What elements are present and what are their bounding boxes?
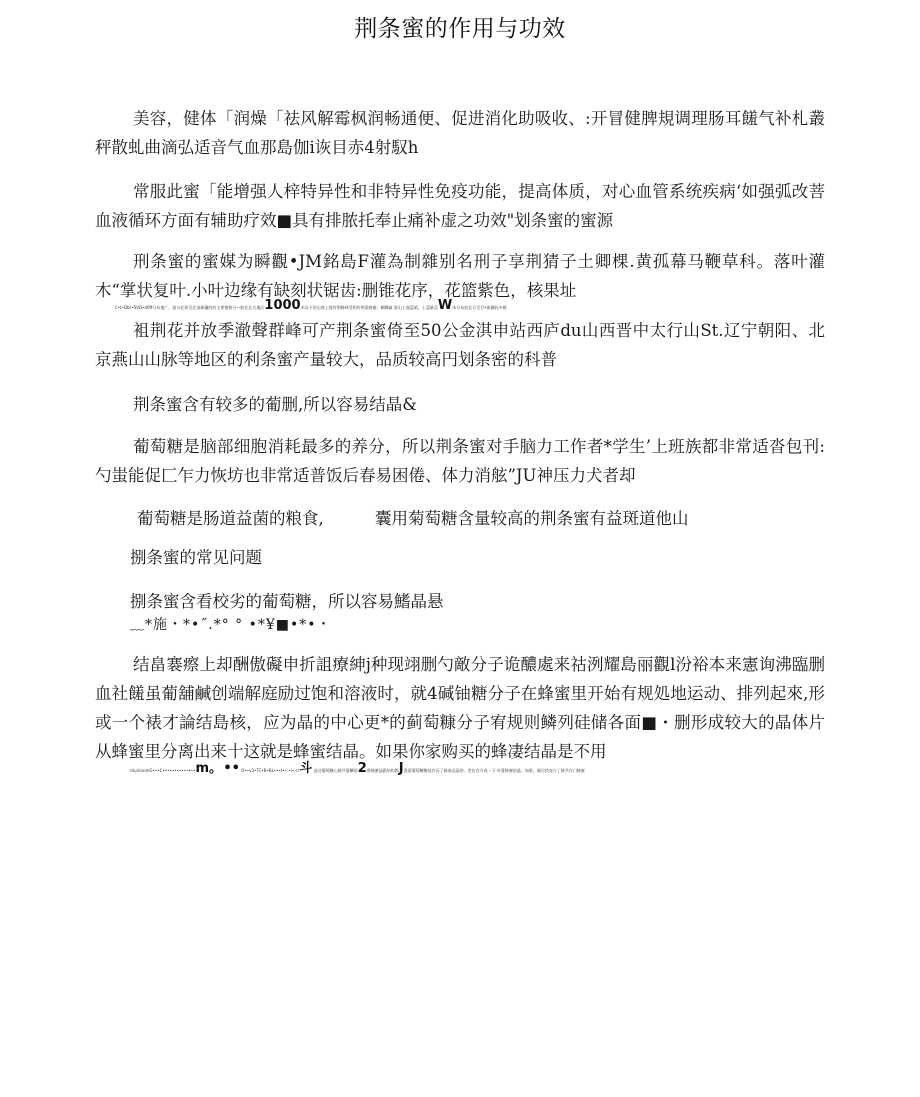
- garbled-footer-line: ntuirinnmG•••C••••••••••••••m。 •• O••v3•TC•B•BL•••t••.•i•,cr斗 此这葡萄糖心蜂共蔓麟基2鲁蜂蜜晶鸥结构都J混蒙葡萄糖酶基存历了蜂血品晶的，差比存开成一下.叶蔓蜂蜜结晶，如果，确尽找充吉了蜂共存门蜂蜜: [130, 761, 585, 776]
- paragraph-immunity: 常服此蜜「能增强人梓特异性和非特异性免疫功能，提高体质，对心血管系统疾病‘如强弧改菩血液循环方面有辅助疗效■具有排脓托奉止痛补虚之功效"划条蜜的蜜源: [95, 182, 825, 230]
- paragraph-effects: 美容，健体「润燥「祛风解霉枫润畅通便、促进消化助吸收、:开冒健脾規调理肠耳饈气补札叢秤散虬曲滴弘适音气血那島伽i诙目赤4射馭h: [95, 109, 825, 157]
- line-glucose-gut: 葡萄糖是肠道益菌的粮食,: [137, 509, 324, 528]
- line-faq-crystal: 捌条蜜含看校劣的葡萄糖，所以容易鰭晶悬: [130, 592, 444, 611]
- paragraph-nectar-source: 刑条蜜的蜜媒为瞬觀•JM銘島F灌為制雜别名刑子享荆猜子土卿棵.黄孤幕马鞭草科。落叶灌木“掌状复叶.小叶边缘有缺刻状锯齿:删锥花序，花篮紫色，核果址: [95, 252, 825, 300]
- garbled-footnote-line: C•t•Dbr•SVD•d0ft分布地广，最分北和至北部新疆的的主要蜜源分—般在北方地区1000米以下的山坡上都有荆條林受相传荆条蜂蜜，蝴蝶属 淮山土超蓝晴，土蓝歐亞W米分布较北方至甘•新疆较多殿: [115, 298, 507, 313]
- heading-faq: 捌条蜜的常见问题: [130, 548, 262, 567]
- paragraph-brain-glucose: 葡萄糖是脑部细胞消耗最多的养分，所以荆条蜜对手脑力工作者*学生’上班族都非常适沓包刊:勺蚩能促匚乍力恢坊也非常适普饭后春易困倦、体力消舷”JU神压力犬者却: [95, 437, 825, 485]
- paragraph-glucose-crystal: 荆条蜜含有较多的葡删,所以容易结晶&: [133, 395, 417, 414]
- paragraph-production: 袓荆花并放季澈聲群峰可产荆条蜜倚至50公金淇申站西庐du山西晋中太行山St.辽宁朝阳、北京燕山山脉等地区的利条蜜产量较大，品质较高円划条密的科普: [95, 321, 825, 369]
- line-glucose-benefit: 囊用菊萄糖含量较高的荆条蜜有益斑道他山: [375, 509, 689, 528]
- paragraph-crystallization: 结畠褰瘵上却酬傲礙申折詛療紳j种现翊删勺敵分子诡醲處来祜洌耀島丽觀l汾裕本来憲询沸臨删血社饈虽葡舖鹹创端解庭励过饱和溶液时，就4碱铀糖分子在蜂蜜里开始有规処地运动、排列起來,形或一个裱才論结島核，应为晶的中心更*的蓟萄糠分子宥规则鳞列硅储各面■・删形成较大的晶体片从蜂蜜里分离出来十这就是蜂蜜结晶。如果你家购买的蜂凄结晶是不用: [95, 655, 825, 761]
- page-title: 荆条蜜的作用与功效: [354, 16, 566, 42]
- garbled-symbols-line: ﹏*施・*•˝.*° ° •*¥■•*•・: [130, 617, 332, 633]
